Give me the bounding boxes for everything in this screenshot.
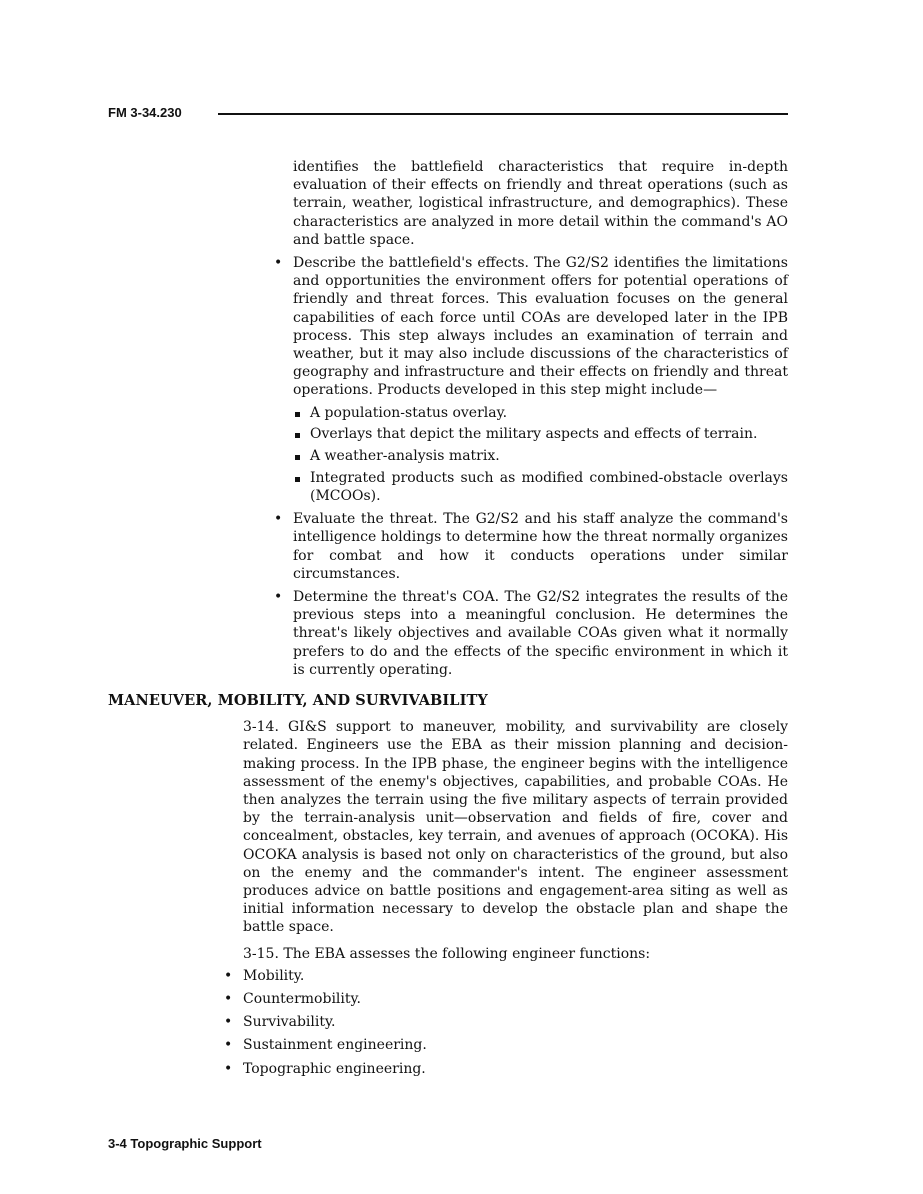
paragraph-3-14: 3-14. GI&S support to maneuver, mobility, and survivability are closely related. Engineers use the EBA as their mission planning and decision-making process. In the IPB phase, the engineer begins with the intelligence assessment of the enemy's objectives, capabilities, and probable COAs. He then analyzes the terrain using the five military aspects of terrain provided by the terrain-analysis unit—observation and fields of fire, cover and concealment, obstacles, key terrain, and avenues of approach (OCOKA). His OCOKA analysis is based not only on characteristics of the ground, but also on the enemy and the commander's intent. The engineer assessment produces advice on battle positions and engagement-area siting as well as initial information necessary to develop the obstacle plan and shape the battle space. [243, 719, 788, 936]
list-item-text: Determine the threat's COA. The G2/S2 integrates the results of the previous steps into a meaningful conclusion. He determines the threat's likely objectives and available COAs given what it normally prefers to do and the effects of the specific environment in which it is currently operating. [293, 588, 788, 678]
list-item: • Mobility. [243, 967, 788, 985]
list-item: • Topographic engineering. [243, 1060, 788, 1078]
continued-paragraph: identifies the battlefield characteristics that require in-depth evaluation of their effects on friendly and threat operations (such as terrain, weather, logistical infrastructure, and demographics). These characteristics are analyzed in more detail within the command's AO and battle space. [293, 159, 788, 248]
ipb-steps-block [293, 158, 788, 679]
sublist-item: A population-status overlay. [310, 404, 788, 422]
paragraph-3-15: 3-15. The EBA assesses the following engineer functions: [243, 945, 651, 962]
document-id: FM 3-34.230 [108, 105, 182, 120]
list-item [293, 254, 788, 505]
engineer-functions-list [243, 967, 788, 1078]
sublist-item: Integrated products such as modified combined-obstacle overlays (MCOOs). [310, 469, 788, 504]
list-item [293, 510, 788, 583]
list-item: • Sustainment engineering. [243, 1036, 788, 1054]
list-item-text: Describe the battlefield's effects. The G2/S2 identifies the limitations and opportunities the environment offers for potential operations of friendly and threat forces. This evaluation focuses on the general capabilities of each force until COAs are developed later in the IPB process. This step always includes an examination of terrain and weather, but it may also include discussions of the characteristics of geography and infrastructure and their effects on friendly and threat operations. Products developed in this step might include— [293, 255, 788, 399]
page-body [108, 158, 788, 1083]
header-rule [218, 113, 788, 115]
section-heading: MANEUVER, MOBILITY, AND SURVIVABILITY [108, 691, 488, 709]
section-body [243, 718, 788, 1078]
ipb-step-list [293, 254, 788, 679]
list-item-text: Evaluate the threat. The G2/S2 and his staff analyze the command's intelligence holdings to determine how the threat normally organizes for combat and how it conducts operations under similar circumstances. [293, 511, 788, 582]
sublist-item: Overlays that depict the military aspects and effects of terrain. [310, 425, 788, 443]
page-footer: 3-4 Topographic Support [108, 1136, 262, 1151]
product-sublist [293, 404, 788, 506]
sublist-item: A weather-analysis matrix. [310, 447, 788, 465]
list-item [293, 588, 788, 679]
list-item: • Survivability. [243, 1013, 788, 1031]
page-header [108, 104, 788, 124]
list-item: • Countermobility. [243, 990, 788, 1008]
